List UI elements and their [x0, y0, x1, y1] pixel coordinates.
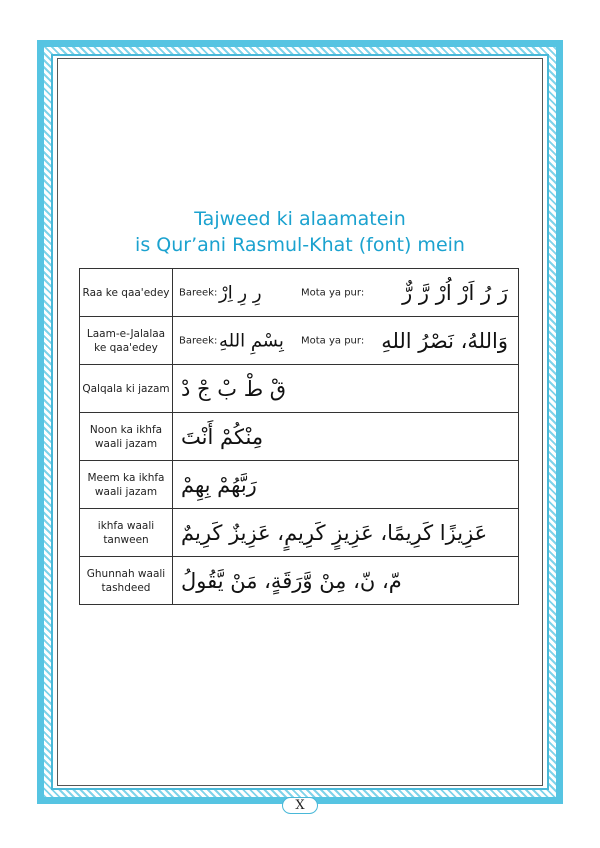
row-label: Laam-e-Jalalaa ke qaa'edey: [80, 317, 173, 365]
table-row: [80, 557, 519, 605]
row-content: [173, 317, 519, 365]
row-content: [173, 413, 519, 461]
row-content: [173, 509, 519, 557]
bareek-arabic-text: بِسْمِ اللهِ: [219, 330, 284, 351]
table-row: [80, 509, 519, 557]
row-label: Meem ka ikhfa waali jazam: [80, 461, 173, 509]
page-number: [0, 794, 600, 814]
tajweed-table: [79, 268, 519, 605]
page-title-line-1: Tajweed ki alaamatein: [194, 208, 406, 230]
arabic-text: رَبَّهُمْ بِهِمْ: [181, 472, 257, 497]
mota-label: Mota ya pur:: [301, 287, 365, 298]
row-content: [173, 557, 519, 605]
bareek-arabic-text: رِ رِ اِرْ: [219, 282, 262, 303]
row-label: ikhfa waali tanween: [80, 509, 173, 557]
page-number-label: X: [282, 797, 317, 814]
row-content: [173, 365, 519, 413]
row-label: Ghunnah waali tashdeed: [80, 557, 173, 605]
bareek-label: Bareek:: [179, 287, 218, 298]
row-label: Raa ke qaa'edey: [80, 269, 173, 317]
arabic-text: مِنْكُمْ أَنْتَ: [181, 424, 264, 449]
page-title-line-2: is Qur’ani Rasmul-Khat (font) mein: [135, 234, 465, 256]
row-label: Qalqala ki jazam: [80, 365, 173, 413]
row-content: [173, 461, 519, 509]
arabic-text: عَزِيزًا كَرِيمًا، عَزِيزٍ كَرِيمٍ، عَزِيزٌ كَرِيمٌ: [181, 520, 488, 545]
table-row: [80, 269, 519, 317]
arabic-text: مّ، نّ، مِنْ وَّرَقَةٍ، مَنْ يَّقُولُ: [181, 568, 402, 593]
mota-arabic-text: وَاللهُ، نَصْرُ اللهِ: [381, 328, 508, 353]
table-row: [80, 461, 519, 509]
table-row: [80, 413, 519, 461]
bareek-label: Bareek:: [179, 335, 218, 346]
table-row: [80, 317, 519, 365]
arabic-text: قْ طْ بْ جْ دْ: [181, 376, 287, 401]
row-content: [173, 269, 519, 317]
row-label: Noon ka ikhfa waali jazam: [80, 413, 173, 461]
mota-arabic-text: رَ رُ اَرْ اُرْ رَّ رٌّ: [402, 280, 508, 305]
table-row: [80, 365, 519, 413]
mota-label: Mota ya pur:: [301, 335, 365, 346]
